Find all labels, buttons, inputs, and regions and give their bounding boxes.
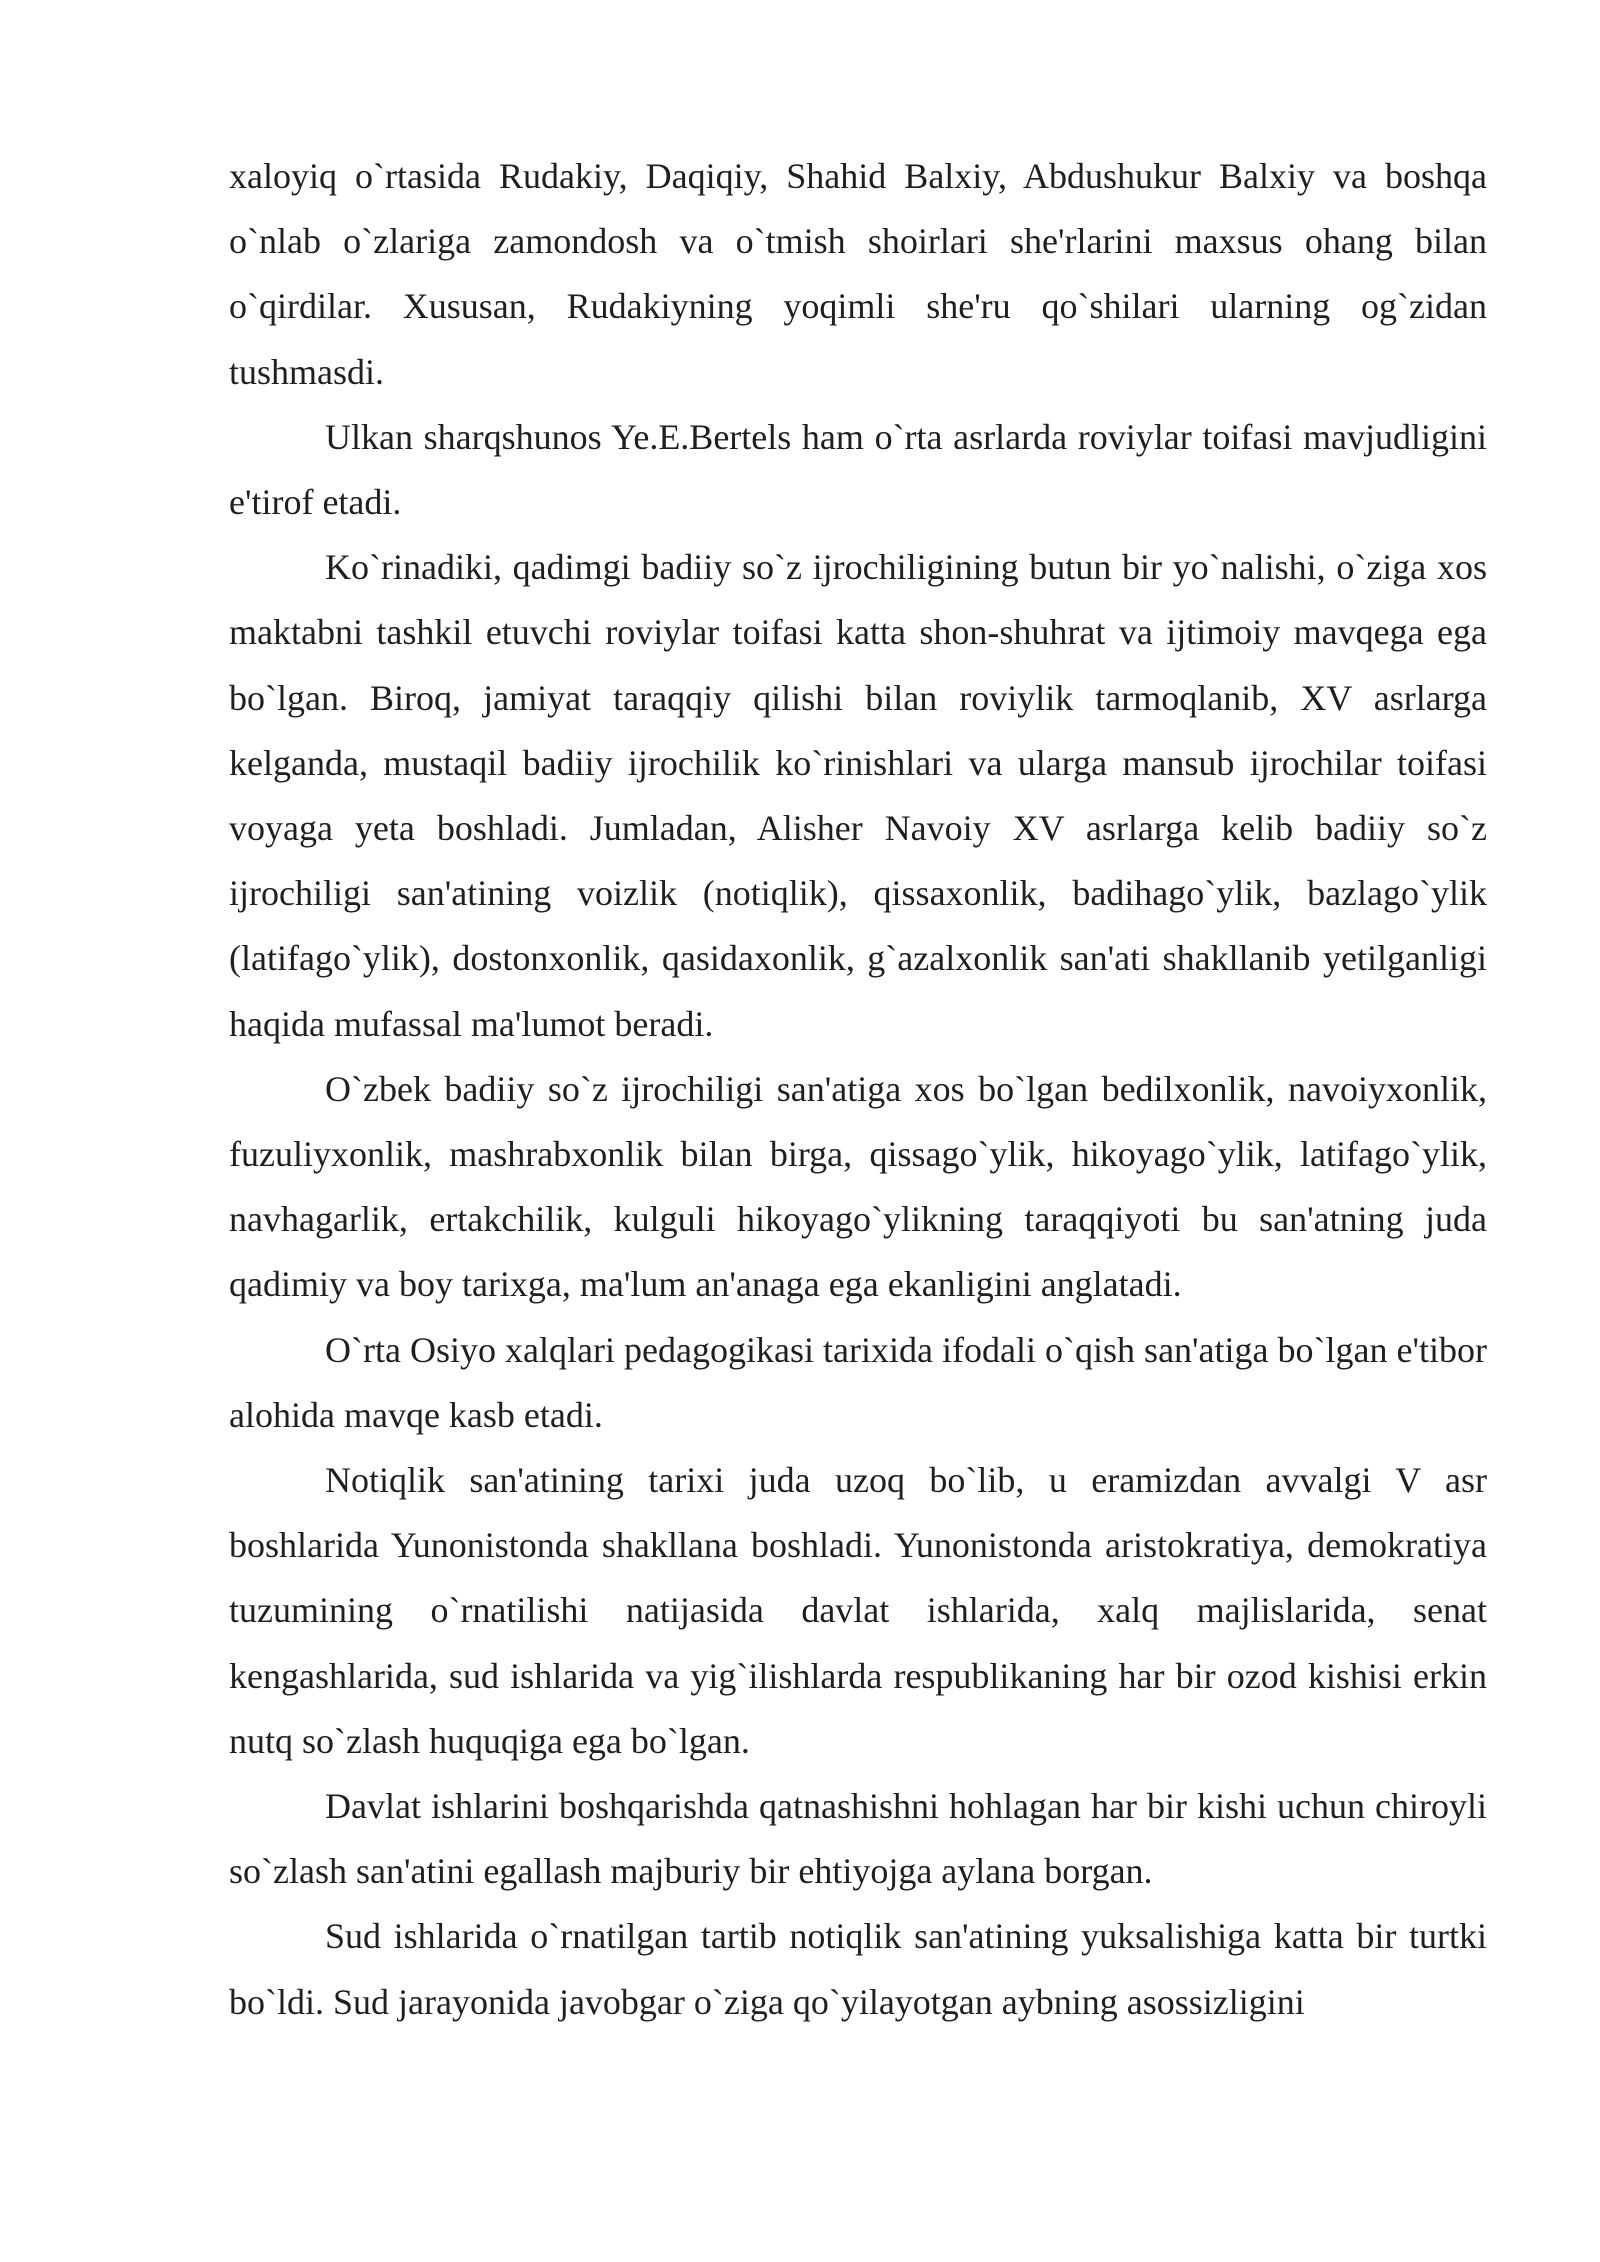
paragraph-4: O`zbek badiiy so`z ijrochiligi san'atiga xos bo`lgan bedilxonlik, navoiyxonlik, fuzuliyxonlik, mashrabxonlik bilan birga, qissago`ylik, hikoyago`ylik, latifago`ylik, navhagarlik, ertakchilik, kulguli hikoyago`ylikning taraqqiyoti bu san'atning juda qadimiy va boy tarixga, ma'lum an'anaga ega ekanligini anglatadi. (229, 1068, 1487, 1305)
paragraph-5: O`rta Osiyo xalqlari pedagogikasi tarixida ifodali o`qish san'atiga bo`lgan e'tibor alohida mavqe kasb etadi. (229, 1329, 1487, 1435)
paragraph-8: Sud ishlarida o`rnatilgan tartib notiqlik san'atining yuksalishiga katta bir turtki bo`ldi. Sud jarayonida javobgar o`ziga qo`yilayotgan aybning asossizligini (229, 1916, 1487, 2022)
paragraph-7: Davlat ishlarini boshqarishda qatnashishni hohlagan har bir kishi uchun chiroyli so`zlash san'atini egallash majburiy bir ehtiyojga aylana borgan. (229, 1786, 1487, 1892)
paragraph-3: Ko`rinadiki, qadimgi badiiy so`z ijrochiligining butun bir yo`nalishi, o`ziga xos maktabni tashkil etuvchi roviylar toifasi katta shon-shuhrat va ijtimoiy mavqega ega bo`lgan. Biroq, jamiyat taraqqiy qilishi bilan roviylik tarmoqlanib, XV asrlarga kelganda, mustaqil badiiy ijrochilik ko`rinishlari va ularga mansub ijrochilar toifasi voyaga yeta boshladi. Jumladan, Alisher Navoiy XV asrlarga kelib badiiy so`z ijrochiligi san'atining voizlik (notiqlik), qissaxonlik, badihago`ylik, bazlago`ylik (latifago`ylik), dostonxonlik, qasidaxonlik, g`azalxonlik san'ati shakllanib yetilganligi haqida mufassal ma'lumot beradi. (229, 547, 1487, 1044)
paragraph-6: Notiqlik san'atining tarixi juda uzoq bo`lib, u eramizdan avvalgi V asr boshlarida Yunonistonda shakllana boshladi. Yunonistonda aristokratiya, demokratiya tuzumining o`rnatilishi natijasida davlat ishlarida, xalq majlislarida, senat kengashlarida, sud ishlarida va yig`ilishlarda respublikaning har bir ozod kishisi erkin nutq so`zlash huquqiga ega bo`lgan. (229, 1460, 1487, 1761)
body-text (229, 144, 1487, 2035)
paragraph-1: xaloyiq o`rtasida Rudakiy, Daqiqiy, Shahid Balxiy, Abdushukur Balxiy va boshqa o`nlab o`zlariga zamondosh va o`tmish shoirlari she'rlarini maxsus ohang bilan o`qirdilar. Xususan, Rudakiyning yoqimli she'ru qo`shilari ularning og`zidan tushmasdi. (229, 156, 1487, 392)
paragraph-2: Ulkan sharqshunos Ye.E.Bertels ham o`rta asrlarda roviylar toifasi mavjudligini e'tirof etadi. (229, 416, 1487, 523)
